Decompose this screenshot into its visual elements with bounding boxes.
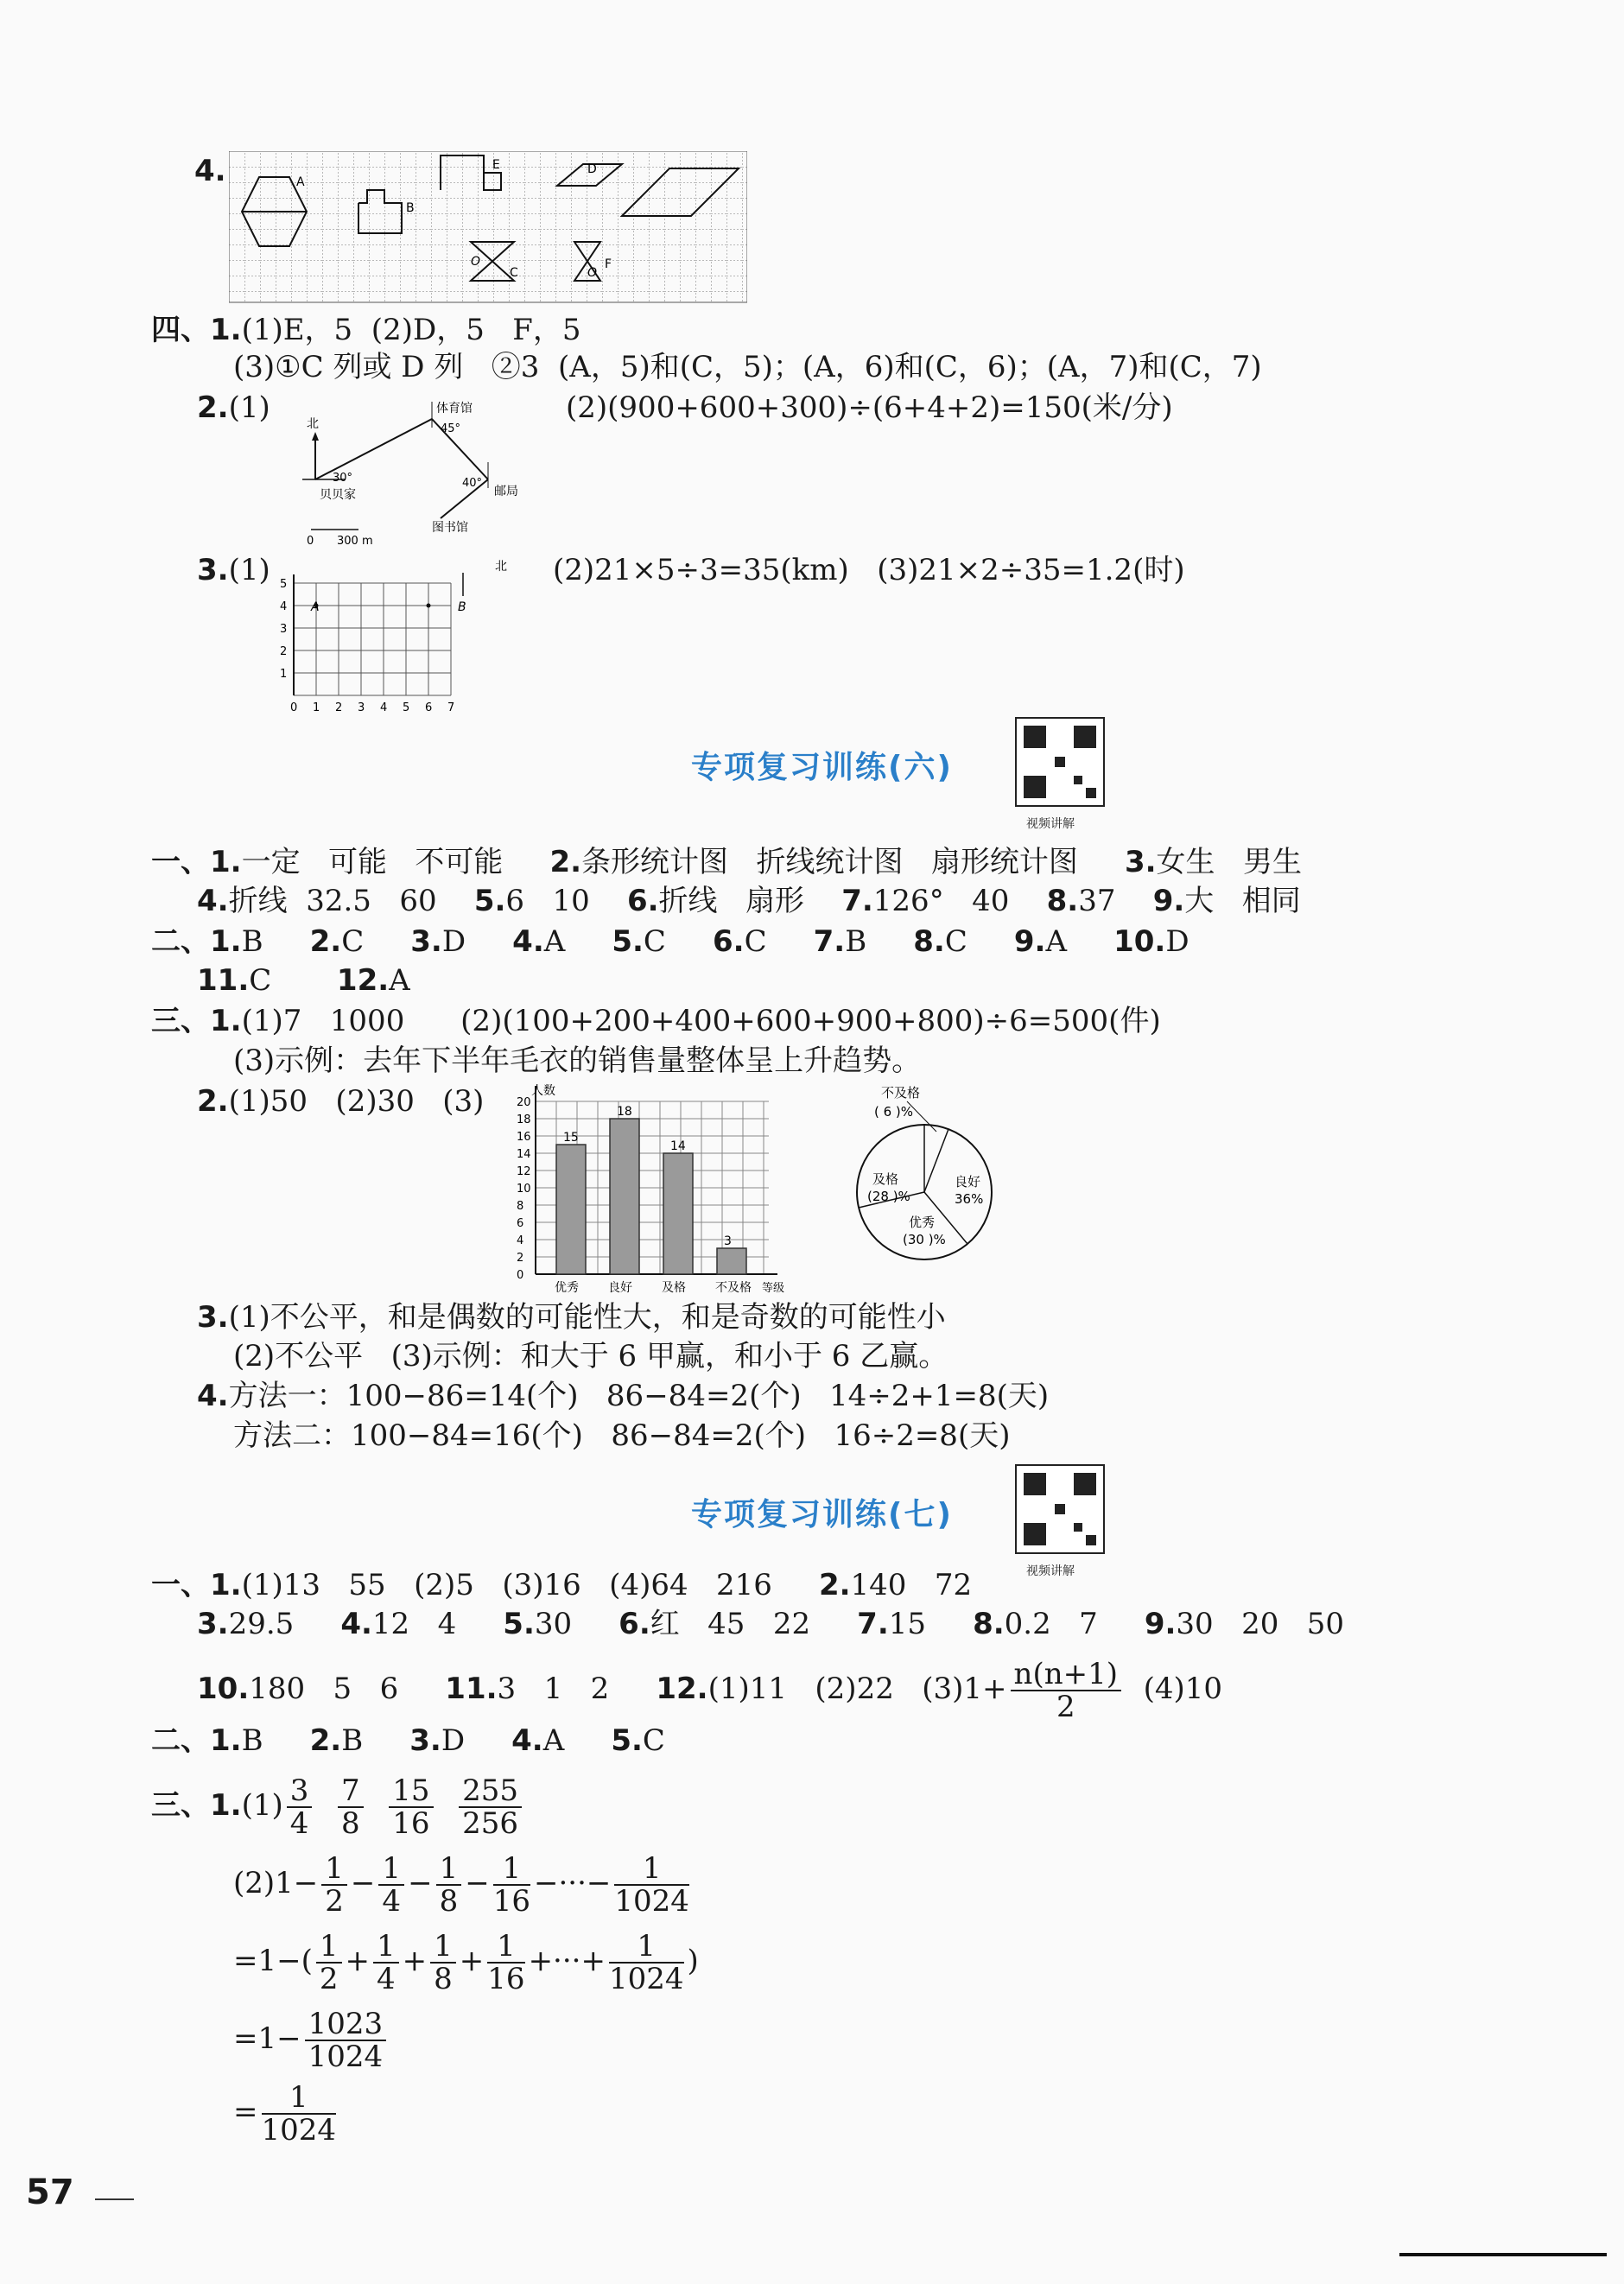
- grid-x-tick: 3: [358, 701, 365, 714]
- grid-x-tick: 4: [380, 701, 388, 714]
- y-axis-label: 人数: [531, 1084, 555, 1098]
- s6-l3: 二、1.B 2.C 3.D 4.A 5.C 6.C 7.B 8.C 9.A 10.D: [151, 924, 1189, 959]
- label-e: E: [492, 158, 500, 172]
- bar-value-label: 3: [724, 1234, 732, 1248]
- label-d: D: [587, 162, 597, 176]
- x-tick-label: 及格: [662, 1281, 686, 1295]
- grid-point-a: A: [311, 600, 320, 614]
- frac-n: $\frac{n(n+1)}{2}$: [1011, 1659, 1121, 1723]
- x-tick-label: 优秀: [555, 1281, 579, 1295]
- map-home: 贝贝家: [320, 488, 356, 502]
- footer-rule: [1399, 2253, 1607, 2256]
- map-post: 邮局: [494, 485, 518, 498]
- x-tick-label: 良好: [608, 1281, 632, 1295]
- s7-l3: 10.180 5 6 11.3 1 2 12.(1)11 (2)22 (3)1+ $\frac{n(n+1)}{2}$ (4)10: [197, 1657, 1223, 1724]
- label-o2: O: [587, 266, 598, 280]
- bar-chart: [505, 1080, 799, 1304]
- s4-line4b: (2)21×5÷3=35(km) (3)21×2÷35=1.2(时): [553, 553, 1185, 587]
- bar: [663, 1153, 693, 1274]
- section-title-7: 专项复习训练(七): [691, 1497, 953, 1532]
- y-tick-label: 14: [517, 1148, 531, 1161]
- grid-point-b: B: [458, 600, 466, 614]
- pie-value-pass: (28 )%: [867, 1189, 910, 1204]
- qr-code-6[interactable]: [1015, 717, 1105, 807]
- grid-x-tick: 6: [425, 701, 433, 714]
- s6-l5: 三、1.(1)7 1000 (2)(100+200+400+600+900+800)÷6=500(件): [151, 1004, 1161, 1038]
- s7-l7: =1−( $\frac{1}{2}$ + $\frac{1}{4}$ + $\frac{1}{8}$ + $\frac{1}{16}$ +···+ $\frac{1}{1024}$ ): [233, 1929, 699, 1996]
- pie-chart: [829, 1084, 1002, 1270]
- bar-value-label: 15: [563, 1131, 579, 1145]
- section-title-6: 专项复习训练(六): [691, 750, 953, 785]
- shape-grid-figure: [229, 151, 747, 307]
- y-tick-label: 4: [517, 1234, 524, 1247]
- grid-north: 北: [495, 560, 507, 574]
- s4-line3a: 2.(1): [197, 390, 270, 425]
- grid-y-tick: 4: [280, 600, 288, 613]
- grid-x-tick: 5: [403, 701, 410, 714]
- s6-l7: 2.(1)50 (2)30 (3): [197, 1084, 485, 1119]
- map-lib: 图书馆: [432, 521, 468, 535]
- grid-y-tick: 2: [280, 645, 288, 658]
- q4-number: 4.: [194, 154, 226, 188]
- s7-l9: = $\frac{1}{1024}$: [233, 2080, 337, 2148]
- qr-label-6: 视频讲解: [1026, 817, 1075, 831]
- bar: [717, 1248, 746, 1274]
- y-tick-label: 10: [517, 1183, 531, 1196]
- y-tick-label: 12: [517, 1165, 531, 1178]
- x-tick-label: 不及格: [715, 1281, 752, 1295]
- label-b: B: [406, 201, 415, 215]
- page-number: 57: [26, 2173, 74, 2212]
- qr-label-7: 视频讲解: [1026, 1564, 1075, 1578]
- s4-line3b: (2)(900+600+300)÷(6+4+2)=150(米/分): [566, 390, 1173, 425]
- pie-label-pass: 及格: [872, 1171, 899, 1187]
- s6-l4: 11.C 12.A: [197, 963, 410, 998]
- grid-x-tick: 1: [313, 701, 320, 714]
- map-angle-45: 45°: [441, 422, 461, 435]
- label-c: C: [510, 266, 518, 280]
- x-axis-label: 等级: [762, 1282, 785, 1295]
- map-gym: 体育馆: [436, 402, 473, 416]
- map-scale: 300 m: [337, 535, 373, 544]
- y-tick-label: 8: [517, 1200, 524, 1213]
- route-map: [294, 393, 553, 544]
- s4-line2: (3)①C 列或 D 列 ②3 (A，5)和(C，5)；(A，6)和(C，6)；(A，7)和(C，7): [233, 350, 1262, 384]
- map-angle-40: 40°: [462, 477, 483, 490]
- bar: [556, 1145, 586, 1274]
- grid-x-tick: 7: [447, 701, 455, 714]
- bar-value-label: 14: [670, 1139, 686, 1153]
- grid-y-tick: 1: [280, 668, 288, 681]
- s6-l10: 4.方法一：100−86=14(个) 86−84=2(个) 14÷2+1=8(天): [197, 1379, 1050, 1413]
- pie-value-good: 36%: [955, 1191, 984, 1207]
- s7-l2: 3.29.5 4.12 4 5.30 6.红 45 22 7.15 8.0.2 7 9.30 20 50: [197, 1607, 1345, 1641]
- y-tick-label: 20: [517, 1096, 531, 1109]
- y-tick-label: 18: [517, 1113, 531, 1126]
- y-tick-label: 2: [517, 1252, 524, 1265]
- s6-l6: (3)示例：去年下半年毛衣的销售量整体呈上升趋势。: [233, 1044, 922, 1078]
- pie-label-good: 良好: [955, 1174, 981, 1190]
- qr-code-7[interactable]: [1015, 1464, 1105, 1554]
- s6-l8: 3.(1)不公平，和是偶数的可能性大，和是奇数的可能性小: [197, 1300, 946, 1335]
- pie-value-excellent: (30 )%: [903, 1232, 946, 1247]
- s7-l6: (2)1− $\frac{1}{2}$ − $\frac{1}{4}$ − $\frac{1}{8}$ − $\frac{1}{16}$ −···− $\frac{1}{1024}$: [233, 1851, 689, 1919]
- pie-label-excellent: 优秀: [909, 1215, 936, 1230]
- label-a: A: [296, 175, 305, 189]
- bar: [610, 1119, 639, 1274]
- y-tick-label: 6: [517, 1217, 524, 1230]
- label-o1: O: [471, 255, 481, 269]
- label-f: F: [605, 257, 612, 271]
- page-rule: [95, 2198, 134, 2200]
- grid-x-tick: 2: [335, 701, 343, 714]
- s7-l1: 一、1.(1)13 55 (2)5 (3)16 (4)64 216 2.140 72: [151, 1568, 973, 1602]
- s7-l8: =1− $\frac{1023}{1024}$: [233, 2008, 390, 2072]
- s6-l2: 4.折线 32.5 60 5.6 10 6.折线 扇形 7.126° 40 8.37 9.大 相同: [197, 884, 1301, 918]
- s6-l11: 方法二：100−84=16(个) 86−84=2(个) 16÷2=8(天): [233, 1418, 1011, 1453]
- pie-label-fail: 不及格: [881, 1085, 921, 1101]
- s4-line4a: 3.(1): [197, 553, 270, 587]
- coordinate-grid: [272, 557, 531, 717]
- map-angle-30: 30°: [333, 472, 353, 485]
- grid-y-tick: 5: [280, 578, 288, 591]
- grid-y-tick: 3: [280, 623, 288, 636]
- map-scale0: 0: [307, 535, 314, 544]
- s7-l4: 二、1.B 2.B 3.D 4.A 5.C: [151, 1723, 665, 1758]
- s6-l1: 一、1.一定 可能 不可能 2.条形统计图 折线统计图 扇形统计图 3.女生 男生: [151, 845, 1302, 879]
- y-tick-label: 16: [517, 1131, 531, 1144]
- s7-l5: 三、1.(1) $\frac{3}{4}$ $\frac{7}{8}$ $\frac{15}{16}$ $\frac{255}{256}$: [151, 1775, 525, 1839]
- s4-line1: 四、1.(1)E，5 (2)D，5 F，5: [151, 313, 581, 347]
- pie-value-fail: ( 6 )%: [874, 1104, 914, 1120]
- s6-l9: (2)不公平 (3)示例：和大于 6 甲赢，和小于 6 乙赢。: [233, 1339, 948, 1374]
- map-north: 北: [307, 417, 319, 431]
- grid-x-tick: 0: [290, 701, 298, 714]
- grid-dot-b: [427, 604, 431, 608]
- bar-value-label: 18: [617, 1105, 632, 1119]
- y-tick-label: 0: [517, 1269, 524, 1282]
